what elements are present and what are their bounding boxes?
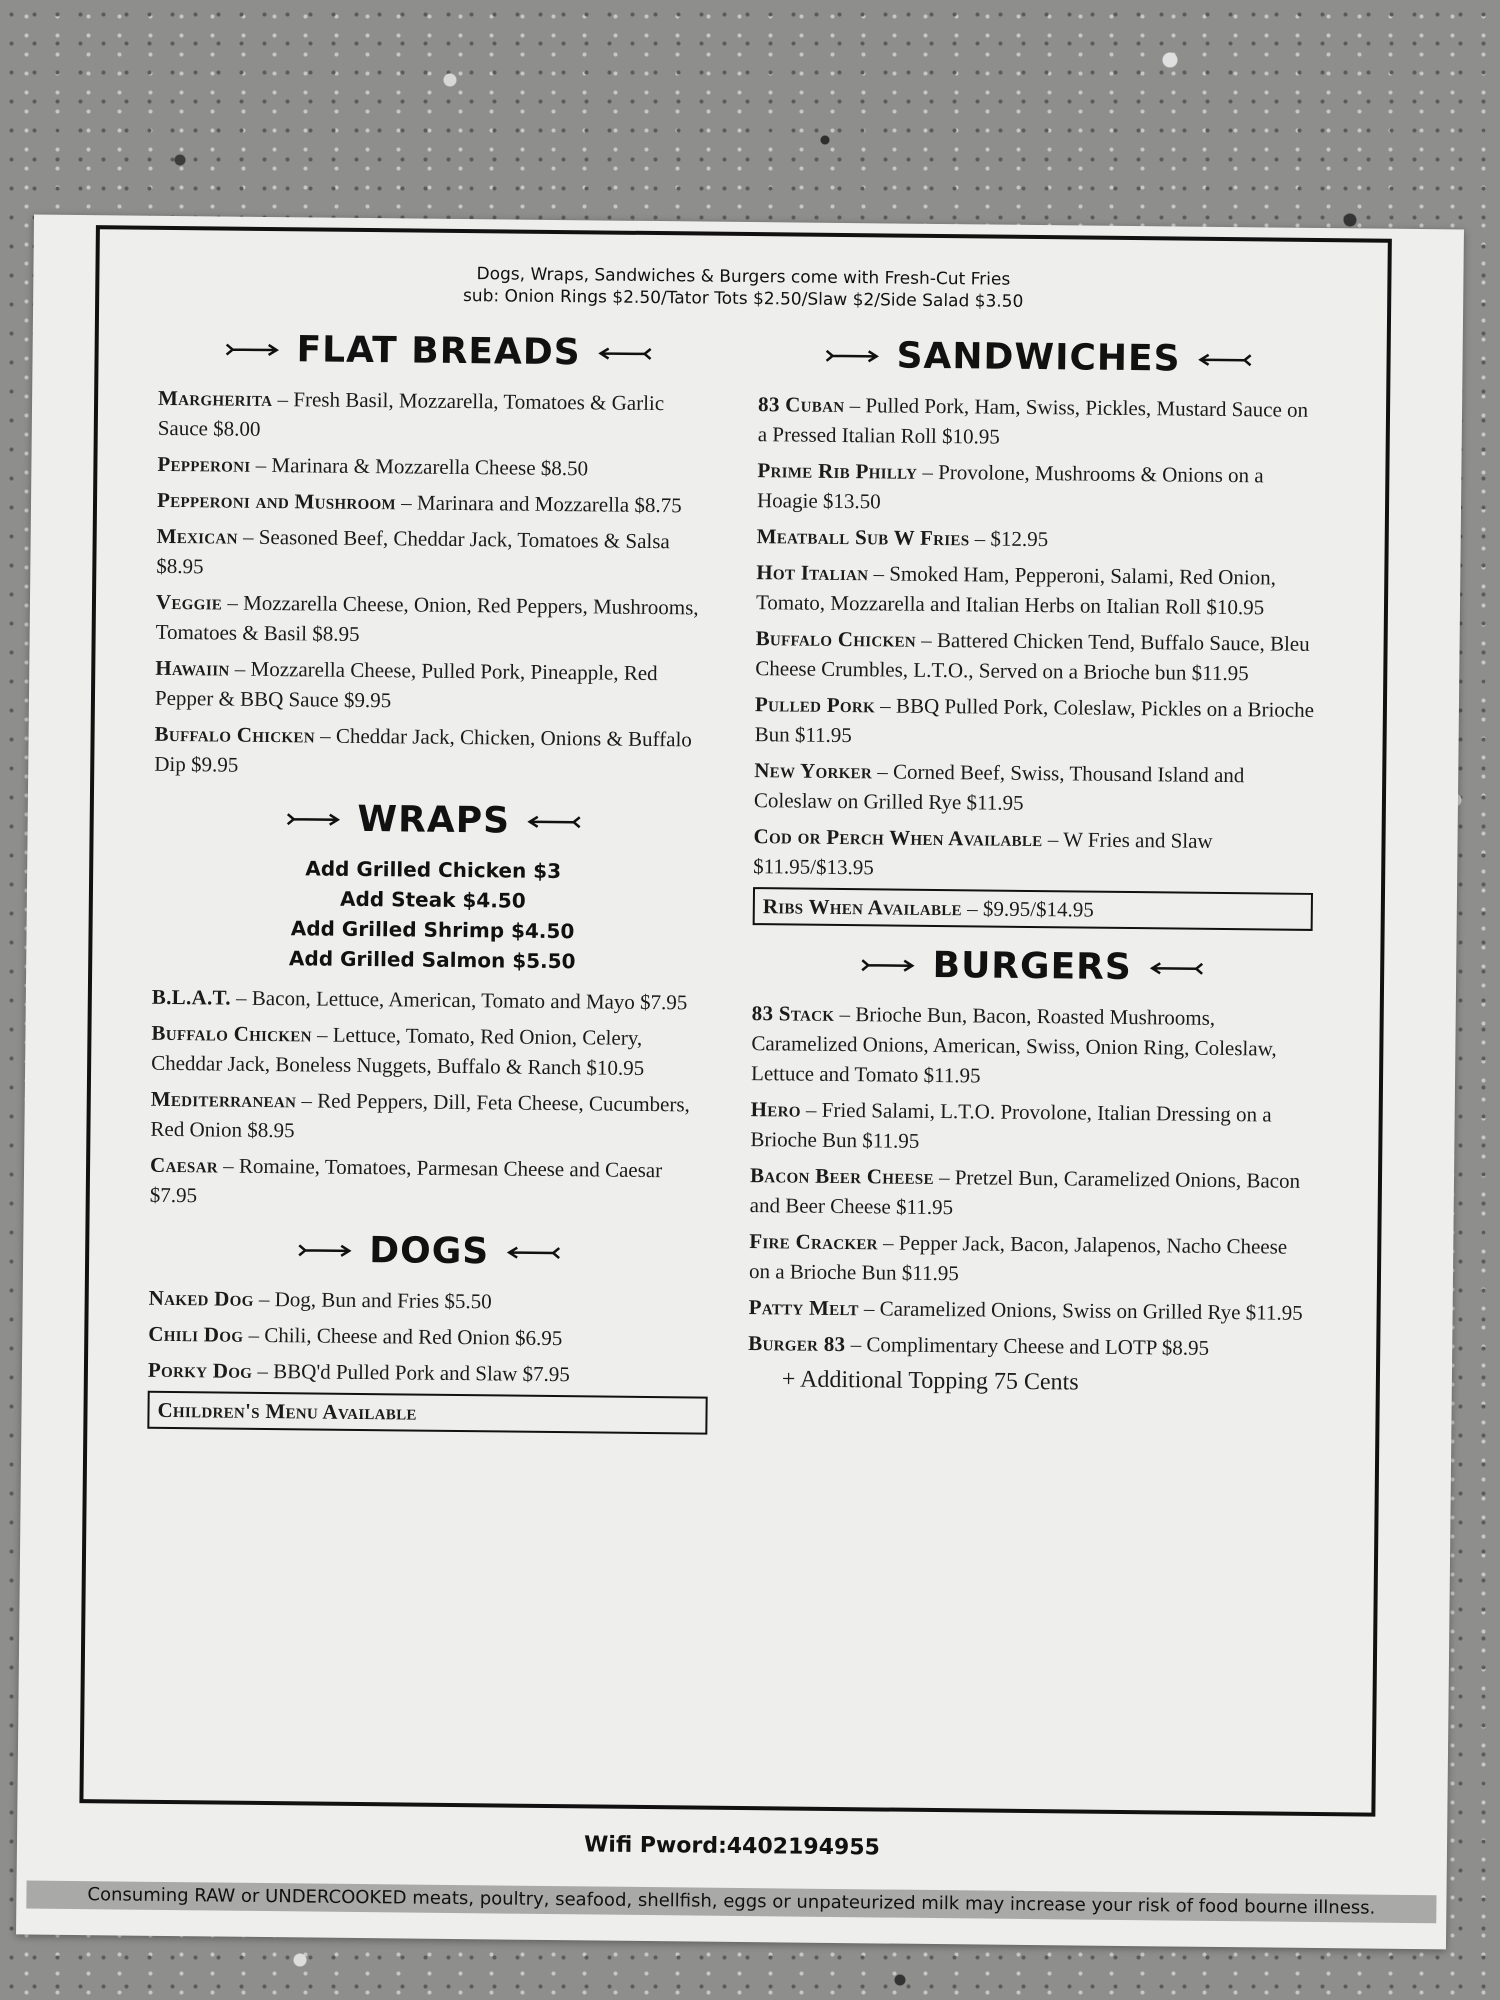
wraps-header — [154, 797, 714, 844]
arrow-right-icon — [297, 1242, 353, 1259]
item-name: 83 Stack — [751, 1001, 835, 1026]
menu-item — [754, 755, 1315, 821]
arrow-right-icon — [224, 341, 280, 358]
item-name: Meatball Sub W Fries — [756, 524, 970, 551]
item-desc: – Dog, Bun and Fries $5.50 — [253, 1286, 492, 1314]
menu-item — [750, 1160, 1311, 1226]
arrow-right-icon — [825, 347, 881, 364]
item-desc: – $12.95 — [969, 526, 1049, 552]
item-name: 83 Cuban — [757, 392, 845, 418]
food-safety-warning: Consuming RAW or UNDERCOOKED meats, poultry, seafood, shellfish, eggs or unpateurized milk may increase your risk of food bourne illness. — [26, 1881, 1436, 1924]
item-name: Mexican — [156, 523, 238, 549]
menu-item — [748, 1328, 1308, 1364]
item-desc: – Seasoned Beef, Cheddar Jack, Tomatoes & Salsa $8.95 — [156, 524, 670, 579]
item-desc: – Battered Chicken Tend, Buffalo Sauce, Bleu Cheese Crumbles, L.T.O., Served on a Brioche bun $11.95 — [755, 627, 1310, 686]
sides-note-line1: Dogs, Wraps, Sandwiches & Burgers come with Fresh-Cut Fries — [476, 264, 1011, 290]
dogs-header — [149, 1228, 709, 1275]
right-column — [748, 316, 1319, 1399]
item-desc: – BBQ'd Pulled Pork and Slaw $7.95 — [252, 1358, 570, 1387]
addon-line: Add Grilled Salmon $5.50 — [288, 946, 576, 974]
item-desc: – Bacon, Lettuce, American, Tomato and Mayo $7.95 — [230, 985, 688, 1015]
arrow-left-icon — [597, 345, 653, 362]
item-desc: – Caramelized Onions, Swiss on Grilled Rye $11.95 — [858, 1296, 1303, 1325]
menu-item — [148, 1355, 708, 1391]
item-desc: – Fried Salami, L.T.O. Provolone, Italian Dressing on a Brioche Bun $11.95 — [750, 1097, 1272, 1153]
item-desc: – Brioche Bun, Bacon, Roasted Mushrooms, Caramelized Onions, American, Swiss, Onion Ring, Coleslaw, Lettuce and Tomato $11.95 — [750, 1001, 1277, 1088]
item-desc: – W Fries and Slaw $11.95/$13.95 — [753, 827, 1213, 880]
item-name: Buffalo Chicken — [154, 721, 316, 748]
item-name: Prime Rib Philly — [757, 458, 918, 484]
item-name: New Yorker — [754, 758, 873, 784]
menu-item — [751, 998, 1312, 1094]
item-desc: – Pulled Pork, Ham, Swiss, Pickles, Mustard Sauce on a Pressed Italian Roll $10.95 — [757, 393, 1309, 449]
item-desc: – Cheddar Jack, Chicken, Onions & Buffalo Dip $9.95 — [154, 723, 693, 777]
item-name: Buffalo Chicken — [755, 626, 917, 652]
left-column — [147, 310, 719, 1441]
arrow-right-icon — [861, 957, 917, 974]
sides-note-line2: sub: Onion Rings $2.50/Tator Tots $2.50/Slaw $2/Side Salad $3.50 — [462, 286, 1024, 312]
item-name: Pepperoni — [157, 451, 251, 477]
item-name: Hot Italian — [756, 560, 869, 586]
childrens-menu-note — [147, 1391, 707, 1435]
menu-item — [748, 1292, 1308, 1328]
menu-item — [158, 383, 719, 449]
addon-line: Add Grilled Shrimp $4.50 — [290, 916, 575, 944]
menu-item — [156, 587, 717, 653]
arrow-left-icon — [505, 1244, 561, 1261]
wraps-title: WRAPS — [357, 798, 511, 842]
item-name: Veggie — [155, 589, 223, 615]
item-desc: – Pretzel Bun, Caramelized Onions, Bacon and Beer Cheese $11.95 — [749, 1164, 1301, 1220]
item-desc: – Lettuce, Tomato, Red Onion, Celery, Cheddar Jack, Boneless Nuggets, Buffalo & Ranch $10.95 — [151, 1022, 645, 1080]
menu-item — [152, 982, 712, 1018]
menu-item — [154, 719, 715, 785]
item-desc: – Mozzarella Cheese, Onion, Red Peppers, Mushrooms, Tomatoes & Basil $8.95 — [155, 590, 699, 646]
item-desc: – Pepper Jack, Bacon, Jalapenos, Nacho Cheese on a Brioche Bun $11.95 — [748, 1230, 1288, 1286]
menu-item — [151, 1018, 712, 1084]
item-desc: – Chili, Cheese and Red Onion $6.95 — [243, 1322, 563, 1351]
menu-item — [753, 821, 1314, 887]
menu-item — [758, 389, 1319, 455]
item-name: Pepperoni and Mushroom — [156, 487, 397, 515]
menu-item — [150, 1084, 711, 1150]
item-name: B.L.A.T. — [151, 984, 232, 1010]
item-desc: – Smoked Ham, Pepperoni, Salami, Red Onion, Tomato, Mozzarella and Italian Herbs on Italian Roll $10.95 — [755, 561, 1277, 620]
addon-line: Add Grilled Chicken $3 — [305, 856, 562, 884]
menu-item — [757, 455, 1318, 521]
arrow-left-icon — [1196, 351, 1252, 368]
menu-item — [754, 689, 1315, 755]
item-desc: – $9.95/$14.95 — [961, 896, 1094, 922]
item-desc: – Marinara and Mozzarella $8.75 — [395, 490, 682, 518]
item-name: Fire Cracker — [749, 1229, 878, 1255]
item-name: Pulled Pork — [754, 692, 876, 718]
addon-line: Add Steak $4.50 — [339, 886, 526, 913]
arrow-right-icon — [285, 811, 341, 828]
item-name: Patty Melt — [748, 1295, 859, 1321]
item-name: Margherita — [158, 385, 273, 412]
menu-item — [755, 623, 1316, 689]
menu-item — [150, 1150, 711, 1216]
item-desc: – Provolone, Mushrooms & Onions on a Hoagie $13.50 — [756, 459, 1264, 514]
sandwiches-title: SANDWICHES — [896, 335, 1181, 380]
wifi-password: Wifi Pword:4402194955 — [583, 1832, 881, 1861]
sandwiches-header — [758, 334, 1318, 381]
item-name: Hawaiin — [155, 655, 230, 681]
item-name: Cod or Perch When Available — [753, 824, 1043, 852]
menu-item — [750, 1094, 1311, 1160]
wrap-addons — [152, 852, 713, 978]
item-desc: – Marinara & Mozzarella Cheese $8.50 — [250, 452, 589, 481]
item-name: Caesar — [149, 1152, 219, 1178]
flatbreads-header — [158, 328, 718, 375]
menu-sheet — [16, 215, 1464, 1950]
item-desc: – Fresh Basil, Mozzarella, Tomatoes & Garlic Sauce $8.00 — [157, 387, 665, 441]
menu-item — [756, 557, 1317, 623]
item-desc: – Red Peppers, Dill, Feta Cheese, Cucumbers, Red Onion $8.95 — [150, 1088, 690, 1143]
item-desc: – Corned Beef, Swiss, Thousand Island and Coleslaw on Grilled Rye $11.95 — [753, 759, 1245, 815]
menu-item — [155, 653, 716, 719]
item-desc: – Romaine, Tomatoes, Parmesan Cheese and Caesar $7.95 — [149, 1153, 663, 1208]
sides-note — [99, 259, 1387, 316]
item-desc: – Complimentary Cheese and LOTP $8.95 — [845, 1332, 1210, 1360]
menu-border — [79, 225, 1391, 1816]
item-name: Burger 83 — [748, 1331, 846, 1357]
burgers-title: BURGERS — [932, 944, 1133, 989]
item-desc: – Mozzarella Cheese, Pulled Pork, Pineapple, Red Pepper & BBQ Sauce $9.95 — [154, 656, 658, 713]
item-name: Buffalo Chicken — [151, 1020, 312, 1047]
item-name: Bacon Beer Cheese — [749, 1163, 934, 1189]
additional-topping-note: + Additional Topping 75 Cents — [781, 1366, 1079, 1396]
item-name: Chili Dog — [148, 1321, 244, 1347]
item-name: Mediterranean — [150, 1086, 297, 1113]
arrow-left-icon — [526, 813, 582, 830]
item-name: Porky Dog — [147, 1357, 253, 1383]
item-name: Ribs When Available — [762, 894, 963, 921]
menu-item — [757, 521, 1317, 557]
menu-item — [157, 449, 717, 485]
menu-item — [156, 521, 717, 587]
childrens-menu-label: Children's Menu Available — [157, 1397, 417, 1425]
item-name: Hero — [750, 1097, 801, 1122]
flatbreads-title: FLAT BREADS — [296, 329, 581, 374]
menu-item — [149, 1283, 709, 1319]
ribs-note — [753, 887, 1313, 931]
menu-item — [148, 1319, 708, 1355]
menu-item — [749, 1226, 1310, 1292]
item-name: Naked Dog — [148, 1285, 254, 1311]
dogs-title: DOGS — [369, 1230, 490, 1273]
menu-item — [157, 485, 717, 521]
arrow-left-icon — [1148, 960, 1204, 977]
item-desc: – BBQ Pulled Pork, Coleslaw, Pickles on a Brioche Bun $11.95 — [754, 693, 1315, 748]
burgers-header — [752, 943, 1312, 990]
